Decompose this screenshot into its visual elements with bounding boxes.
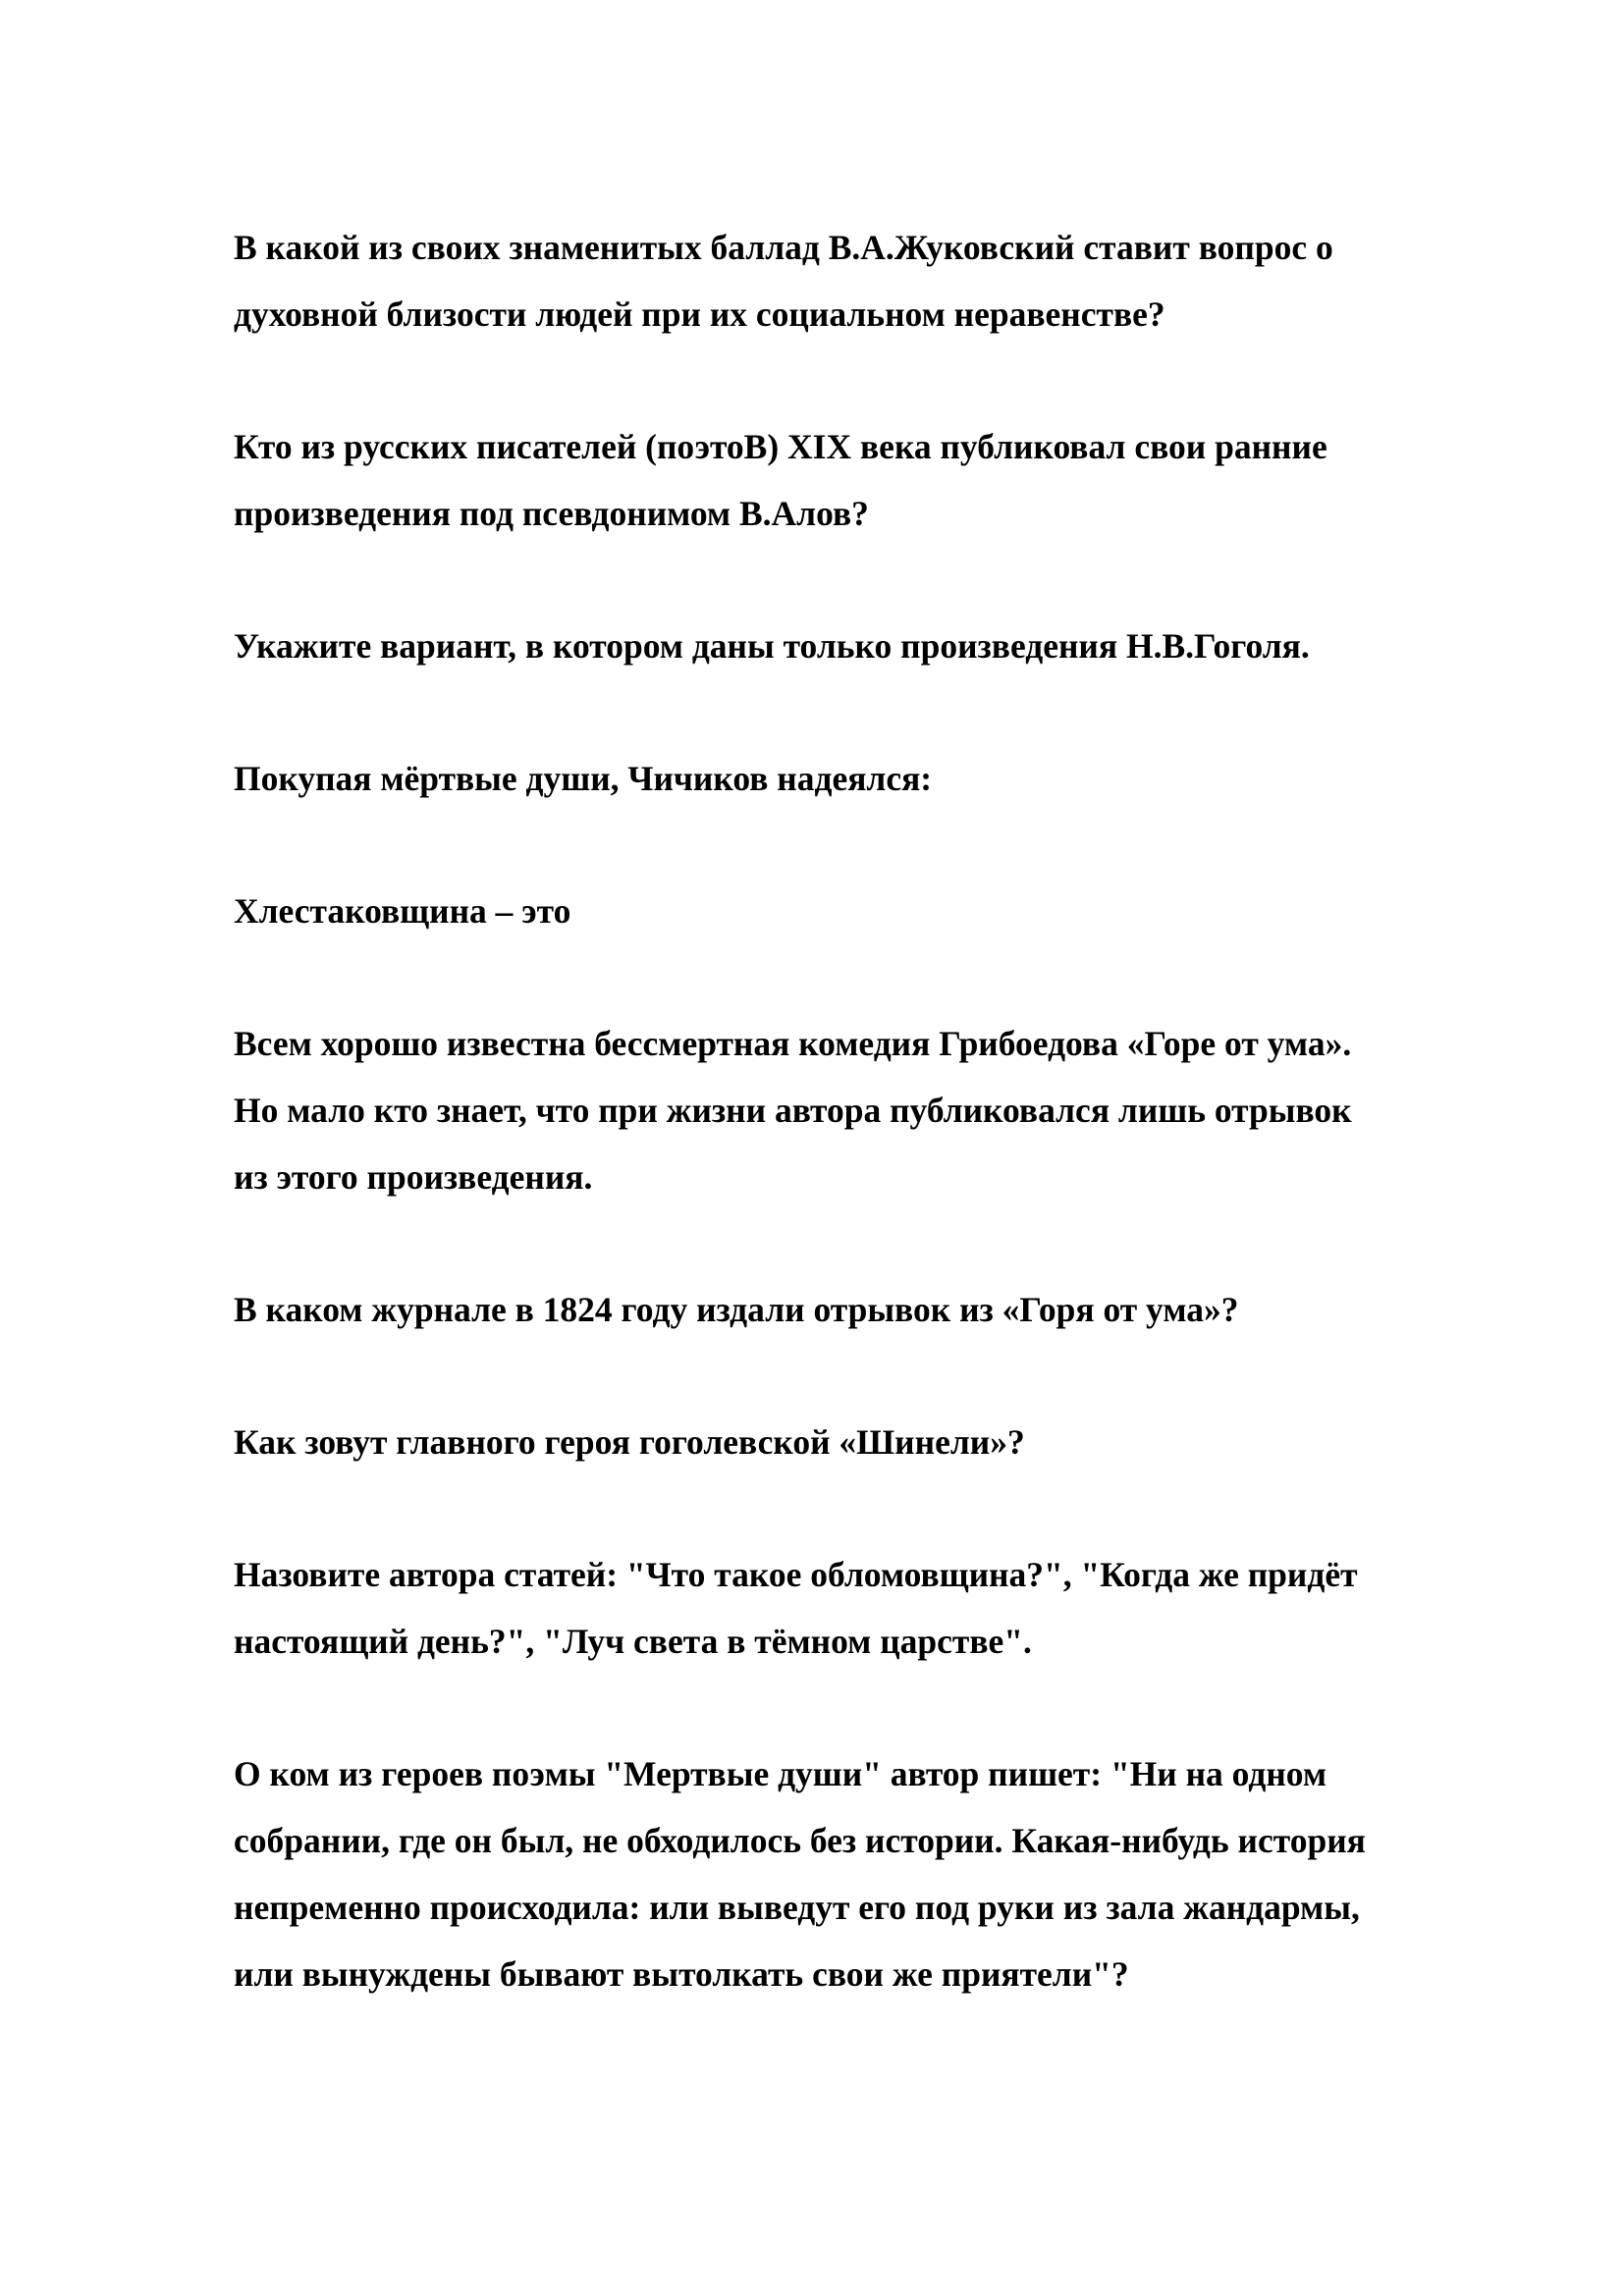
question-line: из этого произведения. (234, 1157, 593, 1197)
question-line: Как зовут главного героя гоголевской «Шинели»? (234, 1422, 1025, 1462)
question-line: В какой из своих знаменитых баллад В.А.Жуковский ставит вопрос о (234, 228, 1333, 267)
question-list (234, 214, 1510, 2073)
question-line: непременно происходила: или выведут его под руки из зала жандармы, (234, 1888, 1360, 1927)
question-paragraph (234, 878, 1510, 944)
question-line: собрании, где он был, не обходилось без истории. Какая-нибудь история (234, 1821, 1366, 1860)
question-line: Кто из русских писателей (поэтоВ) XIX века публиковал свои ранние (234, 427, 1327, 466)
question-line: О ком из героев поэмы "Мертвые души" автор пишет: "Ни на одном (234, 1754, 1327, 1793)
question-line: духовной близости людей при их социальном неравенстве? (234, 294, 1165, 334)
question-line: настоящий день?", "Луч света в тёмном царстве". (234, 1622, 1032, 1661)
question-paragraph (234, 1010, 1510, 1210)
question-line: Назовите автора статей: "Что такое обломовщина?", "Когда же придёт (234, 1555, 1358, 1594)
question-paragraph (234, 1276, 1510, 1343)
question-line: произведения под псевдонимом В.Алов? (234, 494, 869, 533)
question-paragraph (234, 413, 1510, 547)
question-line: В каком журнале в 1824 году издали отрывок из «Горя от ума»? (234, 1290, 1239, 1329)
question-line: Но мало кто знает, что при жизни автора публиковался лишь отрывок (234, 1091, 1352, 1130)
question-paragraph (234, 1409, 1510, 1475)
question-line: или вынуждены бывают вытолкать свои же приятели"? (234, 1954, 1129, 1994)
question-paragraph (234, 1740, 1510, 2007)
question-line: Хлестаковщина – это (234, 891, 571, 931)
question-line: Всем хорошо известна бессмертная комедия Грибоедова «Горе от ума». (234, 1024, 1352, 1063)
question-paragraph (234, 214, 1510, 347)
question-paragraph (234, 745, 1510, 812)
question-paragraph (234, 1541, 1510, 1675)
question-line: Укажите вариант, в котором даны только произведения Н.В.Гоголя. (234, 626, 1310, 666)
question-paragraph (234, 613, 1510, 679)
question-line: Покупая мёртвые души, Чичиков надеялся: (234, 759, 933, 798)
